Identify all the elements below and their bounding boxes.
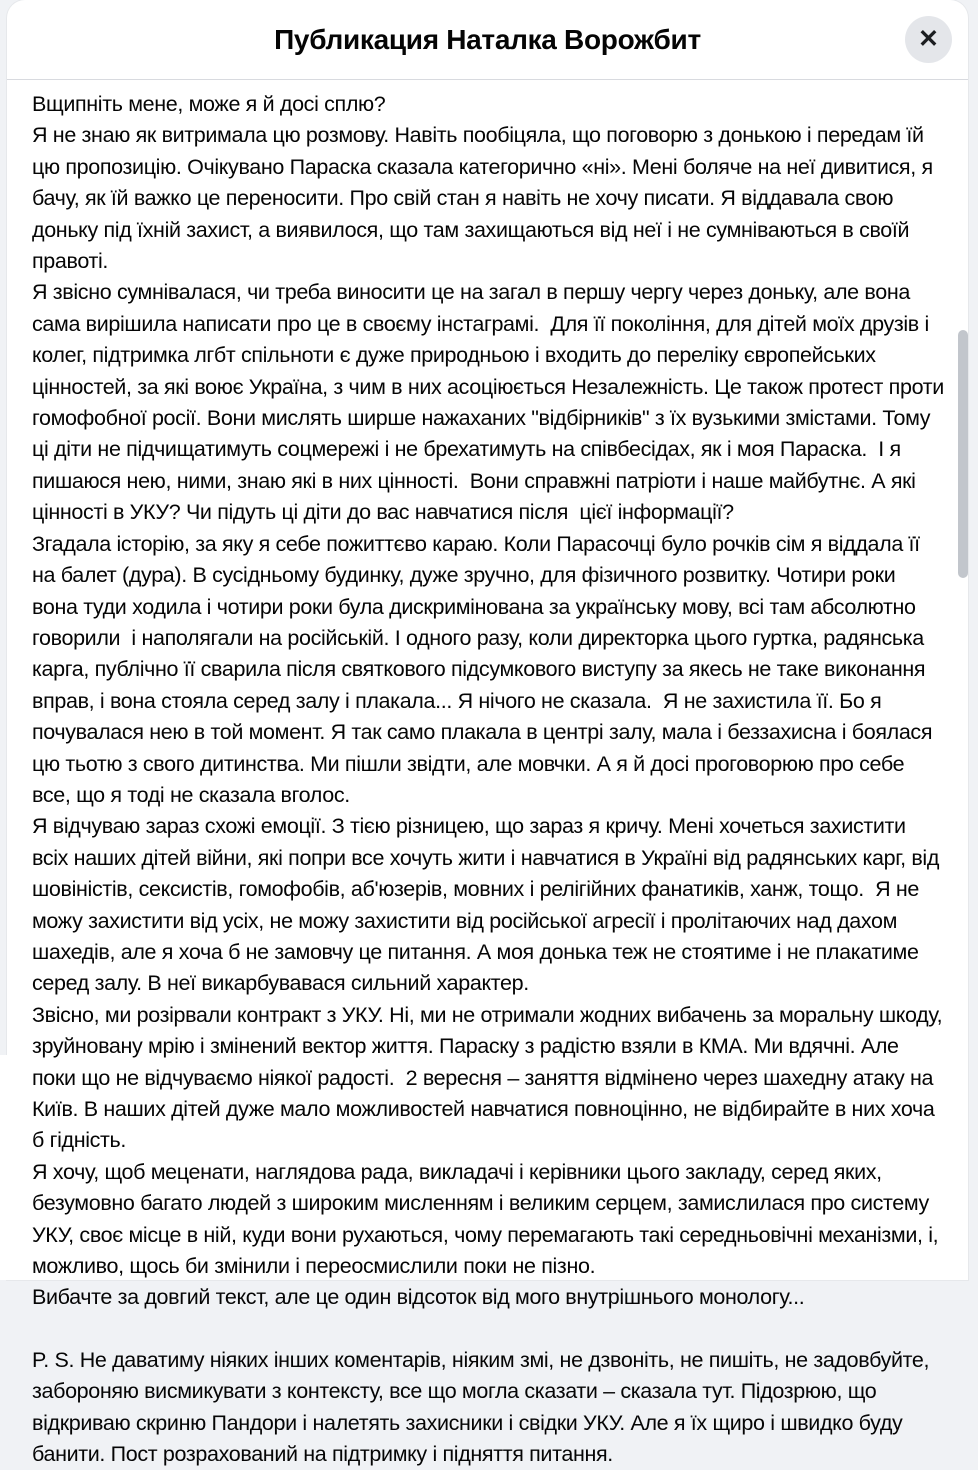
- post-paragraph-ps: P. S. Не даватиму ніяких інших коментарів, ніяким змі, не дзвоніть, не пишіть, не задовбуйте, забороняю висмикувати з контексту, все що могла сказати – сказала тут. Підозрюю, що відкриваю скриню Пандори і налетять захисники і свідки УКУ. Але я їх щиро і швидко буду банити. Пост розрахований на підтримку і підняття питання.: [32, 1347, 935, 1467]
- post-paragraph: Я звісно сумнівалася, чи треба виносити це на загал в першу чергу через доньку, але вона сама вирішила написати про це в своєму інстаграмі. Для її покоління, для дітей моїх друзів і колег, підтримка лгбт спільноти є дуже природньою і входить до переліку європейських цінностей, за які воює Україна, з чим в них асоціюється Незалежність. Це також протест проти гомофобної росії. Вони мислять ширше нажаханих "відбірників" з їх вузькими змістами. Тому ці діти не підчищатимуть соцмережі і не брехатимуть на співбесідах, як і моя Параска. І я пишаюся нею, ними, знаю які в них цінності. Вони справжні патріоти і наше майбутнє. А які цінності в УКУ? Чи підуть ці діти до вас навчатися після цієї інформації?: [32, 280, 950, 525]
- post-paragraph: Звісно, ми розірвали контракт з УКУ. Ні, ми не отримали жодних вибачень за моральну шкоду, зруйновану мрію і змінений вектор життя. Параску з радістю взяли в КМА. Ми вдячні. Але поки що не відчуваємо ніякої радості. 2 вересня – заняття відмінено через шахедну атаку на Київ. В наших дітей дуже мало можливостей навчатися повноцінно, не відбирайте в них хоча б гідність.: [32, 1002, 948, 1153]
- scrollbar-thumb[interactable]: [958, 330, 968, 578]
- post-paragraph: Я не знаю як витримала цю розмову. Навіть пообіцяла, що поговорю з донькою і передам їй цю пропозицію. Очікувано Параска сказала категорично «ні». Мені боляче на неї дивитися, я бачу, як їй важко це переносити. Про свій стан я навіть не хочу писати. Я віддавала свою доньку під їхній захист, а виявилося, що там захищаються від неї і не сумніваються в своїй правоті.: [32, 123, 939, 274]
- post-content-scroll-area[interactable]: [7, 80, 968, 1467]
- post-paragraph: Я хочу, щоб меценати, наглядова рада, викладачі і керівники цього закладу, серед яких, безумовно багато людей з широким мисленням і великим серцем, замислилася про систему УКУ, своє місце в ній, куди вони рухаються, чому перемагають такі середньовічні механізми, і, можливо, щось би змінили і переосмислили поки не пізно.: [32, 1159, 944, 1279]
- post-paragraph: Вщипніть мене, може я й досі сплю?: [32, 92, 386, 116]
- page-background-patch: [0, 1055, 7, 1280]
- close-button[interactable]: [905, 16, 952, 63]
- post-dialog: [7, 0, 968, 1467]
- dialog-title: Публикация Наталка Ворожбит: [274, 23, 701, 55]
- post-paragraph: Вибачте за довгий текст, але це один відсоток від мого внутрішнього монологу...: [32, 1285, 805, 1310]
- dialog-header: [7, 0, 968, 80]
- post-paragraph: Я відчуваю зараз схожі емоції. З тією різницею, що зараз я кричу. Мені хочеться захистити всіх наших дітей війни, які попри все хочуть жити і навчатися в Україні від радянських карг, від шовіністів, сексистів, гомофобів, аб'юзерів, мовних і релігійних фанатиків, ханж, тощо. Я не можу захистити від усіх, не можу захистити від російської агресії і пролітаючих над дахом шахедів, але я хоча б не замовчу це питання. А моя донька теж не стоятиме і не плакатиме серед залу. В неї викарбувавася сильний характер.: [32, 814, 945, 996]
- post-paragraph: Згадала історію, за яку я себе пожиттєво караю. Коли Парасочці було рочків сім я віддала її на балет (дура). В сусідньому будинку, дуже зручно, для фізичного розвитку. Чотири роки вона туди ходила і чотири роки була дискримінована за українську мову, всі там абсолютно говорили і наполягали на російській. І одного разу, коли директорка цього гуртка, радянська карга, публічно її сварила після святкового підсумкового виступу за якесь не таке виконання вправ, і вона стояла серед залу і плакала... Я нічого не сказала. Я не захистила її. Бо я почувалася нею в той момент. Я так само плакала в центрі залу, мала і беззахисна і боялася цю тьотю з свого дитинства. Ми пішли звідти, але мовчки. А я й досі проговорюю про себе все, що я тоді не сказала вголос.: [32, 531, 938, 807]
- close-icon: ✕: [918, 25, 939, 53]
